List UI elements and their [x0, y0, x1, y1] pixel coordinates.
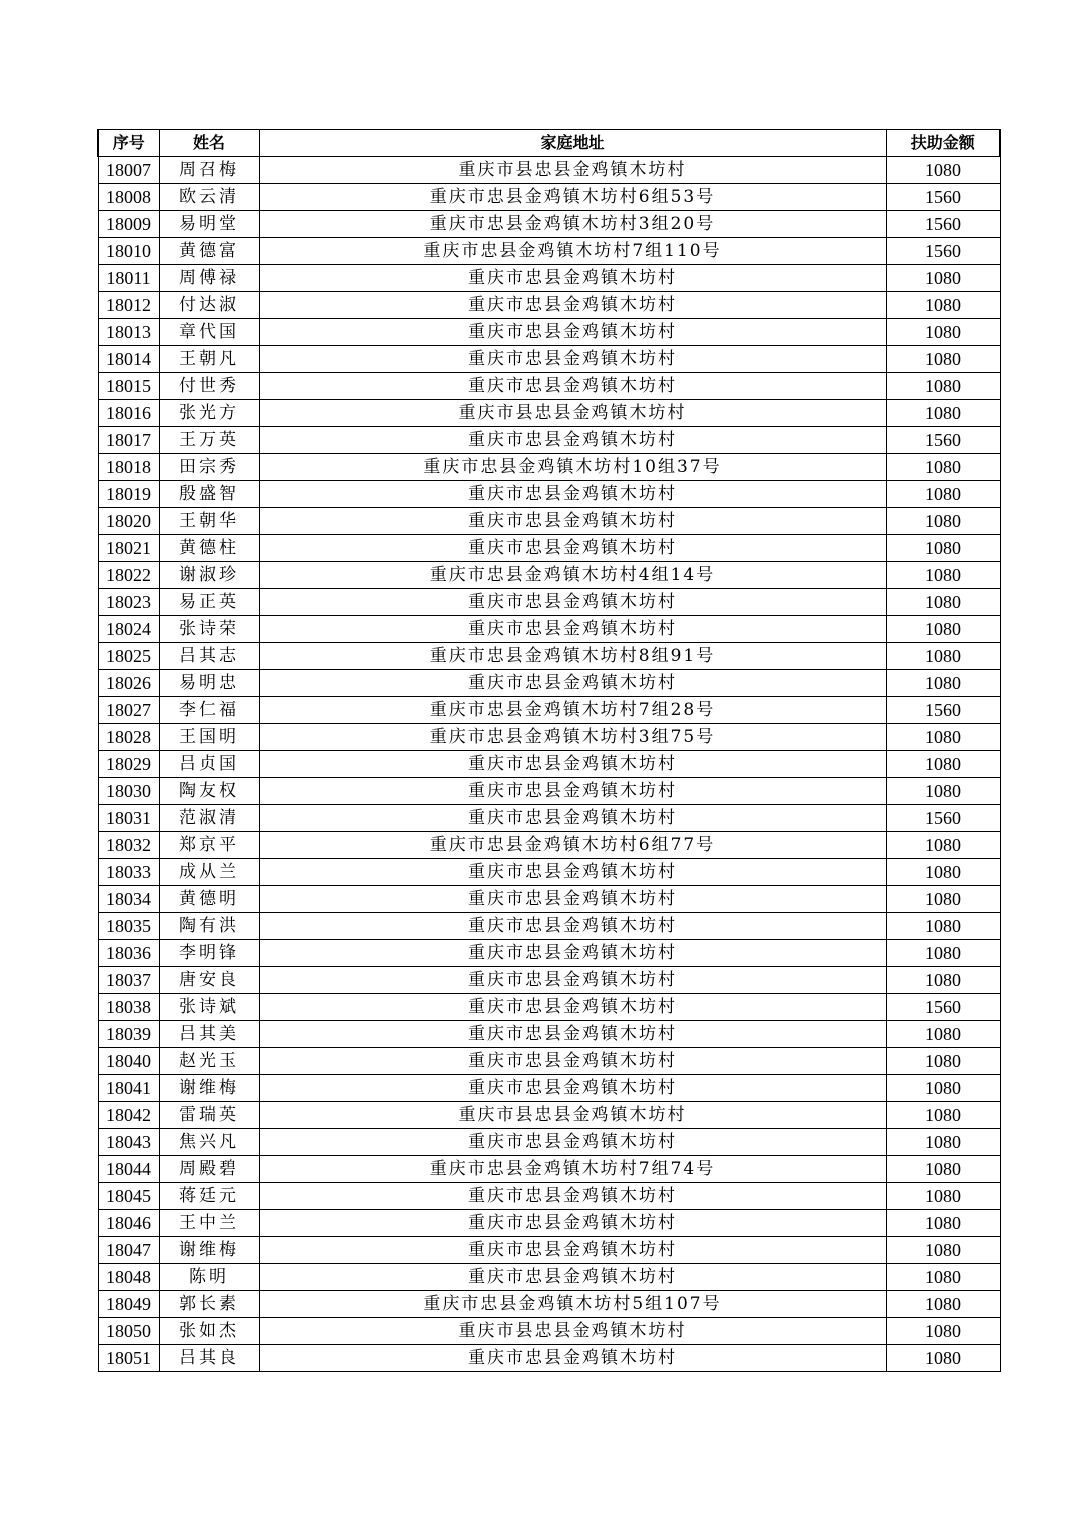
- table-row: [98, 859, 1000, 886]
- address-cell: 重庆市忠县金鸡镇木坊村: [259, 589, 886, 616]
- serial-cell: 18033: [98, 859, 159, 886]
- amount-cell: 1080: [886, 859, 1000, 886]
- table-row: [98, 454, 1000, 481]
- serial-cell: 18024: [98, 616, 159, 643]
- table-row: [98, 643, 1000, 670]
- amount-cell: 1080: [886, 1291, 1000, 1318]
- name-cell: 李仁福: [159, 697, 259, 724]
- name-cell: 吕其美: [159, 1021, 259, 1048]
- address-cell: 重庆市县忠县金鸡镇木坊村: [259, 400, 886, 427]
- name-cell: 付世秀: [159, 373, 259, 400]
- address-cell: 重庆市忠县金鸡镇木坊村: [259, 805, 886, 832]
- serial-cell: 18030: [98, 778, 159, 805]
- amount-cell: 1080: [886, 886, 1000, 913]
- amount-cell: 1080: [886, 1237, 1000, 1264]
- table-row: [98, 940, 1000, 967]
- amount-cell: 1080: [886, 967, 1000, 994]
- address-cell: 重庆市忠县金鸡镇木坊村10组37号: [259, 454, 886, 481]
- name-cell: 张光方: [159, 400, 259, 427]
- amount-cell: 1080: [886, 508, 1000, 535]
- name-cell: 付达淑: [159, 292, 259, 319]
- table-row: [98, 1345, 1000, 1372]
- amount-cell: 1080: [886, 670, 1000, 697]
- assistance-table: [97, 129, 1001, 1372]
- name-cell: 雷瑞英: [159, 1102, 259, 1129]
- amount-cell: 1080: [886, 1264, 1000, 1291]
- serial-cell: 18037: [98, 967, 159, 994]
- serial-cell: 18014: [98, 346, 159, 373]
- serial-cell: 18036: [98, 940, 159, 967]
- name-cell: 郑京平: [159, 832, 259, 859]
- serial-cell: 18045: [98, 1183, 159, 1210]
- address-cell: 重庆市忠县金鸡镇木坊村: [259, 1183, 886, 1210]
- table-row: [98, 1129, 1000, 1156]
- name-cell: 欧云清: [159, 184, 259, 211]
- amount-cell: 1080: [886, 1318, 1000, 1345]
- amount-cell: 1080: [886, 481, 1000, 508]
- name-cell: 田宗秀: [159, 454, 259, 481]
- serial-cell: 18019: [98, 481, 159, 508]
- address-cell: 重庆市忠县金鸡镇木坊村: [259, 994, 886, 1021]
- amount-cell: 1080: [886, 319, 1000, 346]
- name-cell: 易明忠: [159, 670, 259, 697]
- name-cell: 王朝华: [159, 508, 259, 535]
- address-cell: 重庆市忠县金鸡镇木坊村: [259, 535, 886, 562]
- address-cell: 重庆市忠县金鸡镇木坊村: [259, 616, 886, 643]
- address-cell: 重庆市忠县金鸡镇木坊村: [259, 778, 886, 805]
- table-row: [98, 157, 1000, 184]
- amount-cell: 1080: [886, 562, 1000, 589]
- amount-cell: 1080: [886, 1129, 1000, 1156]
- name-cell: 张如杰: [159, 1318, 259, 1345]
- table-row: [98, 508, 1000, 535]
- name-cell: 周傅禄: [159, 265, 259, 292]
- address-cell: 重庆市忠县金鸡镇木坊村: [259, 427, 886, 454]
- address-cell: 重庆市忠县金鸡镇木坊村6组53号: [259, 184, 886, 211]
- amount-cell: 1080: [886, 346, 1000, 373]
- amount-cell: 1080: [886, 1021, 1000, 1048]
- address-cell: 重庆市忠县金鸡镇木坊村: [259, 886, 886, 913]
- address-cell: 重庆市忠县金鸡镇木坊村: [259, 859, 886, 886]
- amount-cell: 1080: [886, 913, 1000, 940]
- table-row: [98, 886, 1000, 913]
- serial-cell: 18031: [98, 805, 159, 832]
- amount-cell: 1080: [886, 832, 1000, 859]
- amount-cell: 1080: [886, 292, 1000, 319]
- serial-cell: 18011: [98, 265, 159, 292]
- amount-cell: 1560: [886, 238, 1000, 265]
- address-cell: 重庆市忠县金鸡镇木坊村: [259, 292, 886, 319]
- name-cell: 王万英: [159, 427, 259, 454]
- table-row: [98, 1048, 1000, 1075]
- table-row: [98, 481, 1000, 508]
- amount-cell: 1080: [886, 724, 1000, 751]
- column-header-name: 姓名: [159, 130, 259, 157]
- amount-cell: 1080: [886, 1102, 1000, 1129]
- serial-cell: 18029: [98, 751, 159, 778]
- address-cell: 重庆市忠县金鸡镇木坊村5组107号: [259, 1291, 886, 1318]
- address-cell: 重庆市忠县金鸡镇木坊村: [259, 319, 886, 346]
- serial-cell: 18049: [98, 1291, 159, 1318]
- name-cell: 赵光玉: [159, 1048, 259, 1075]
- address-cell: 重庆市忠县金鸡镇木坊村: [259, 751, 886, 778]
- table-row: [98, 346, 1000, 373]
- name-cell: 谢维梅: [159, 1237, 259, 1264]
- table-row: [98, 805, 1000, 832]
- serial-cell: 18039: [98, 1021, 159, 1048]
- table-row: [98, 994, 1000, 1021]
- address-cell: 重庆市忠县金鸡镇木坊村: [259, 265, 886, 292]
- table-row: [98, 697, 1000, 724]
- table-row: [98, 616, 1000, 643]
- name-cell: 黄德明: [159, 886, 259, 913]
- name-cell: 吕贞国: [159, 751, 259, 778]
- name-cell: 周殿碧: [159, 1156, 259, 1183]
- name-cell: 王国明: [159, 724, 259, 751]
- table-row: [98, 184, 1000, 211]
- address-cell: 重庆市忠县金鸡镇木坊村: [259, 670, 886, 697]
- table-row: [98, 1237, 1000, 1264]
- address-cell: 重庆市忠县金鸡镇木坊村: [259, 940, 886, 967]
- amount-cell: 1560: [886, 427, 1000, 454]
- address-cell: 重庆市县忠县金鸡镇木坊村: [259, 157, 886, 184]
- address-cell: 重庆市忠县金鸡镇木坊村: [259, 967, 886, 994]
- table-row: [98, 562, 1000, 589]
- amount-cell: 1080: [886, 535, 1000, 562]
- address-cell: 重庆市忠县金鸡镇木坊村3组75号: [259, 724, 886, 751]
- serial-cell: 18008: [98, 184, 159, 211]
- address-cell: 重庆市忠县金鸡镇木坊村: [259, 1021, 886, 1048]
- name-cell: 范淑清: [159, 805, 259, 832]
- amount-cell: 1560: [886, 994, 1000, 1021]
- table-row: [98, 1210, 1000, 1237]
- name-cell: 陈明: [159, 1264, 259, 1291]
- amount-cell: 1080: [886, 940, 1000, 967]
- address-cell: 重庆市忠县金鸡镇木坊村8组91号: [259, 643, 886, 670]
- table-row: [98, 1156, 1000, 1183]
- serial-cell: 18043: [98, 1129, 159, 1156]
- amount-cell: 1080: [886, 454, 1000, 481]
- table-header: [98, 130, 1000, 157]
- amount-cell: 1080: [886, 616, 1000, 643]
- serial-cell: 18027: [98, 697, 159, 724]
- serial-cell: 18041: [98, 1075, 159, 1102]
- address-cell: 重庆市忠县金鸡镇木坊村4组14号: [259, 562, 886, 589]
- table-row: [98, 832, 1000, 859]
- serial-cell: 18046: [98, 1210, 159, 1237]
- amount-cell: 1560: [886, 211, 1000, 238]
- amount-cell: 1080: [886, 373, 1000, 400]
- address-cell: 重庆市忠县金鸡镇木坊村6组77号: [259, 832, 886, 859]
- amount-cell: 1080: [886, 265, 1000, 292]
- amount-cell: 1080: [886, 400, 1000, 427]
- serial-cell: 18040: [98, 1048, 159, 1075]
- name-cell: 张诗荣: [159, 616, 259, 643]
- serial-cell: 18034: [98, 886, 159, 913]
- serial-cell: 18012: [98, 292, 159, 319]
- serial-cell: 18007: [98, 157, 159, 184]
- name-cell: 王中兰: [159, 1210, 259, 1237]
- name-cell: 吕其志: [159, 643, 259, 670]
- amount-cell: 1080: [886, 157, 1000, 184]
- name-cell: 吕其良: [159, 1345, 259, 1372]
- name-cell: 陶有洪: [159, 913, 259, 940]
- column-header-address: 家庭地址: [259, 130, 886, 157]
- amount-cell: 1080: [886, 1048, 1000, 1075]
- serial-cell: 18013: [98, 319, 159, 346]
- table-row: [98, 1183, 1000, 1210]
- table-row: [98, 211, 1000, 238]
- table-row: [98, 292, 1000, 319]
- serial-cell: 18042: [98, 1102, 159, 1129]
- serial-cell: 18009: [98, 211, 159, 238]
- table-row: [98, 913, 1000, 940]
- serial-cell: 18022: [98, 562, 159, 589]
- serial-cell: 18015: [98, 373, 159, 400]
- address-cell: 重庆市忠县金鸡镇木坊村: [259, 1129, 886, 1156]
- table-row: [98, 724, 1000, 751]
- serial-cell: 18028: [98, 724, 159, 751]
- table-row: [98, 1102, 1000, 1129]
- table-row: [98, 751, 1000, 778]
- serial-cell: 18044: [98, 1156, 159, 1183]
- serial-cell: 18017: [98, 427, 159, 454]
- table-row: [98, 265, 1000, 292]
- serial-cell: 18035: [98, 913, 159, 940]
- name-cell: 王朝凡: [159, 346, 259, 373]
- table-row: [98, 1021, 1000, 1048]
- address-cell: 重庆市县忠县金鸡镇木坊村: [259, 1318, 886, 1345]
- name-cell: 黄德富: [159, 238, 259, 265]
- document-page: [97, 129, 999, 1372]
- serial-cell: 18020: [98, 508, 159, 535]
- amount-cell: 1080: [886, 1210, 1000, 1237]
- table-row: [98, 1291, 1000, 1318]
- name-cell: 陶友权: [159, 778, 259, 805]
- name-cell: 易明堂: [159, 211, 259, 238]
- name-cell: 李明锋: [159, 940, 259, 967]
- name-cell: 殷盛智: [159, 481, 259, 508]
- name-cell: 焦兴凡: [159, 1129, 259, 1156]
- address-cell: 重庆市忠县金鸡镇木坊村: [259, 508, 886, 535]
- serial-cell: 18016: [98, 400, 159, 427]
- address-cell: 重庆市忠县金鸡镇木坊村7组28号: [259, 697, 886, 724]
- serial-cell: 18025: [98, 643, 159, 670]
- amount-cell: 1080: [886, 1075, 1000, 1102]
- serial-cell: 18026: [98, 670, 159, 697]
- column-header-amount: 扶助金额: [886, 130, 1000, 157]
- table-row: [98, 778, 1000, 805]
- name-cell: 谢维梅: [159, 1075, 259, 1102]
- serial-cell: 18050: [98, 1318, 159, 1345]
- name-cell: 黄德柱: [159, 535, 259, 562]
- amount-cell: 1560: [886, 697, 1000, 724]
- table-row: [98, 238, 1000, 265]
- amount-cell: 1080: [886, 643, 1000, 670]
- column-header-serial: 序号: [98, 130, 159, 157]
- serial-cell: 18010: [98, 238, 159, 265]
- name-cell: 成从兰: [159, 859, 259, 886]
- table-row: [98, 1318, 1000, 1345]
- table-body: [98, 157, 1000, 1372]
- table-row: [98, 373, 1000, 400]
- address-cell: 重庆市忠县金鸡镇木坊村: [259, 373, 886, 400]
- name-cell: 蒋廷元: [159, 1183, 259, 1210]
- table-row: [98, 535, 1000, 562]
- address-cell: 重庆市忠县金鸡镇木坊村3组20号: [259, 211, 886, 238]
- name-cell: 郭长素: [159, 1291, 259, 1318]
- table-row: [98, 427, 1000, 454]
- table-row: [98, 670, 1000, 697]
- table-row: [98, 967, 1000, 994]
- name-cell: 谢淑珍: [159, 562, 259, 589]
- table-row: [98, 589, 1000, 616]
- address-cell: 重庆市忠县金鸡镇木坊村: [259, 1075, 886, 1102]
- address-cell: 重庆市忠县金鸡镇木坊村: [259, 346, 886, 373]
- serial-cell: 18047: [98, 1237, 159, 1264]
- address-cell: 重庆市县忠县金鸡镇木坊村: [259, 1102, 886, 1129]
- table-row: [98, 400, 1000, 427]
- serial-cell: 18032: [98, 832, 159, 859]
- amount-cell: 1560: [886, 184, 1000, 211]
- serial-cell: 18018: [98, 454, 159, 481]
- address-cell: 重庆市忠县金鸡镇木坊村7组110号: [259, 238, 886, 265]
- address-cell: 重庆市忠县金鸡镇木坊村: [259, 1048, 886, 1075]
- name-cell: 周召梅: [159, 157, 259, 184]
- address-cell: 重庆市忠县金鸡镇木坊村: [259, 1264, 886, 1291]
- serial-cell: 18021: [98, 535, 159, 562]
- serial-cell: 18048: [98, 1264, 159, 1291]
- address-cell: 重庆市忠县金鸡镇木坊村: [259, 481, 886, 508]
- serial-cell: 18023: [98, 589, 159, 616]
- name-cell: 章代国: [159, 319, 259, 346]
- amount-cell: 1560: [886, 805, 1000, 832]
- amount-cell: 1080: [886, 1345, 1000, 1372]
- table-row: [98, 1264, 1000, 1291]
- amount-cell: 1080: [886, 1183, 1000, 1210]
- address-cell: 重庆市忠县金鸡镇木坊村: [259, 1210, 886, 1237]
- amount-cell: 1080: [886, 1156, 1000, 1183]
- name-cell: 唐安良: [159, 967, 259, 994]
- address-cell: 重庆市忠县金鸡镇木坊村: [259, 913, 886, 940]
- serial-cell: 18038: [98, 994, 159, 1021]
- name-cell: 张诗斌: [159, 994, 259, 1021]
- amount-cell: 1080: [886, 778, 1000, 805]
- serial-cell: 18051: [98, 1345, 159, 1372]
- name-cell: 易正英: [159, 589, 259, 616]
- table-row: [98, 1075, 1000, 1102]
- address-cell: 重庆市忠县金鸡镇木坊村7组74号: [259, 1156, 886, 1183]
- address-cell: 重庆市忠县金鸡镇木坊村: [259, 1237, 886, 1264]
- address-cell: 重庆市忠县金鸡镇木坊村: [259, 1345, 886, 1372]
- amount-cell: 1080: [886, 589, 1000, 616]
- amount-cell: 1080: [886, 751, 1000, 778]
- header-row: [98, 130, 1000, 157]
- table-row: [98, 319, 1000, 346]
